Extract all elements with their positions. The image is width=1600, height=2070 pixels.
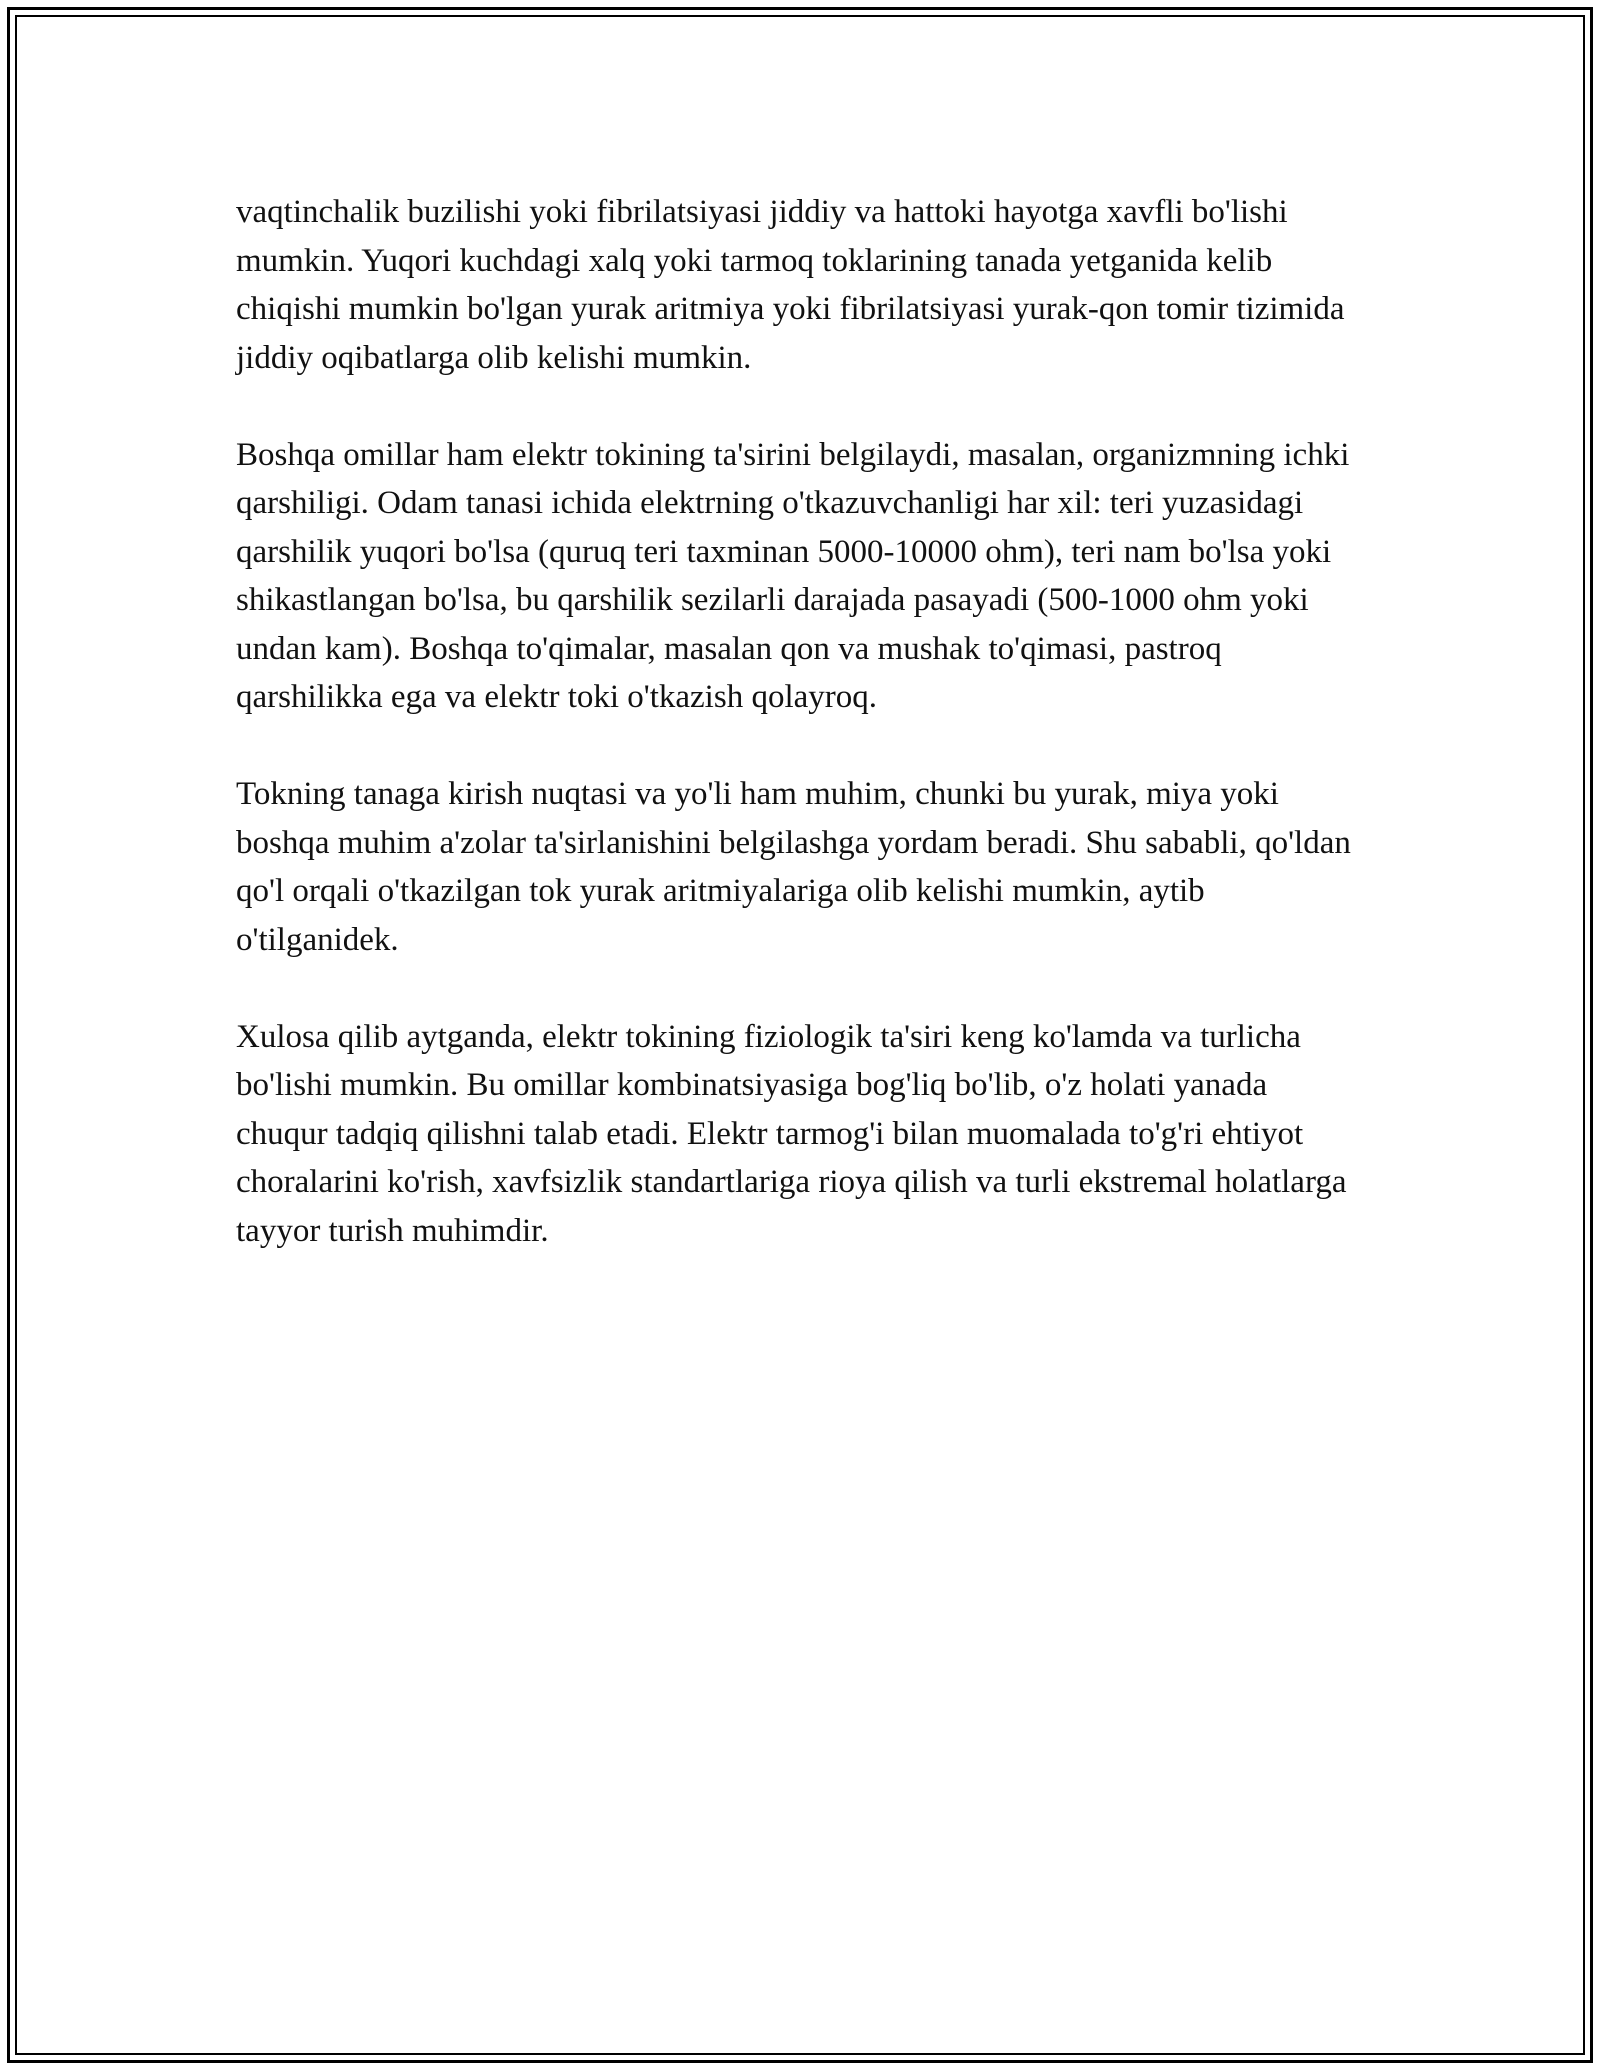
paragraph-3: Tokning tanaga kirish nuqtasi va yo'li ham muhim, chunki bu yurak, miya yoki boshqa muhim a'zolar ta'sirlanishini belgilashga yordam beradi. Shu sababli, qo'ldan qo'l orqali o'tkazilgan tok yurak aritmiyalariga olib kelishi mumkin, aytib o'tilganidek. xyxy=(236,776,1351,958)
paragraph-1: vaqtinchalik buzilishi yoki fibrilatsiyasi jiddiy va hattoki hayotga xavfli bo'lishi mumkin. Yuqori kuchdagi xalq yoki tarmoq toklarining tanada yetganida kelib chiqishi mumkin bo'lgan yurak aritmiya yoki fibrilatsiyasi yurak-qon tomir tizimida jiddiy oqibatlarga olib kelishi mumkin. xyxy=(236,194,1345,376)
paragraph-4: Xulosa qilib aytganda, elektr tokining fiziologik ta'siri keng ko'lamda va turlicha bo'lishi mumkin. Bu omillar kombinatsiyasiga bog'liq bo'lib, o'z holati yanada chuqur tadqiq qilishni talab etadi. Elektr tarmog'i bilan muomalada to'g'ri ehtiyot choralarini ko'rish, xavfsizlik standartlariga rioya qilish va turli ekstremal holatlarga tayyor turish muhimdir. xyxy=(236,1018,1347,1249)
document-body xyxy=(236,188,1356,1255)
paragraph-2: Boshqa omillar ham elektr tokining ta'sirini belgilaydi, masalan, organizmning ichki qarshiligi. Odam tanasi ichida elektrning o'tkazuvchanligi har xil: teri yuzasidagi qarshilik yuqori bo'lsa (quruq teri taxminan 5000-10000 ohm), teri nam bo'lsa yoki shikastlangan bo'lsa, bu qarshilik sezilarli darajada pasayadi (500-1000 ohm yoki undan kam). Boshqa to'qimalar, masalan qon va mushak to'qimasi, pastroq qarshilikka ega va elektr toki o'tkazish qolayroq. xyxy=(236,436,1350,715)
